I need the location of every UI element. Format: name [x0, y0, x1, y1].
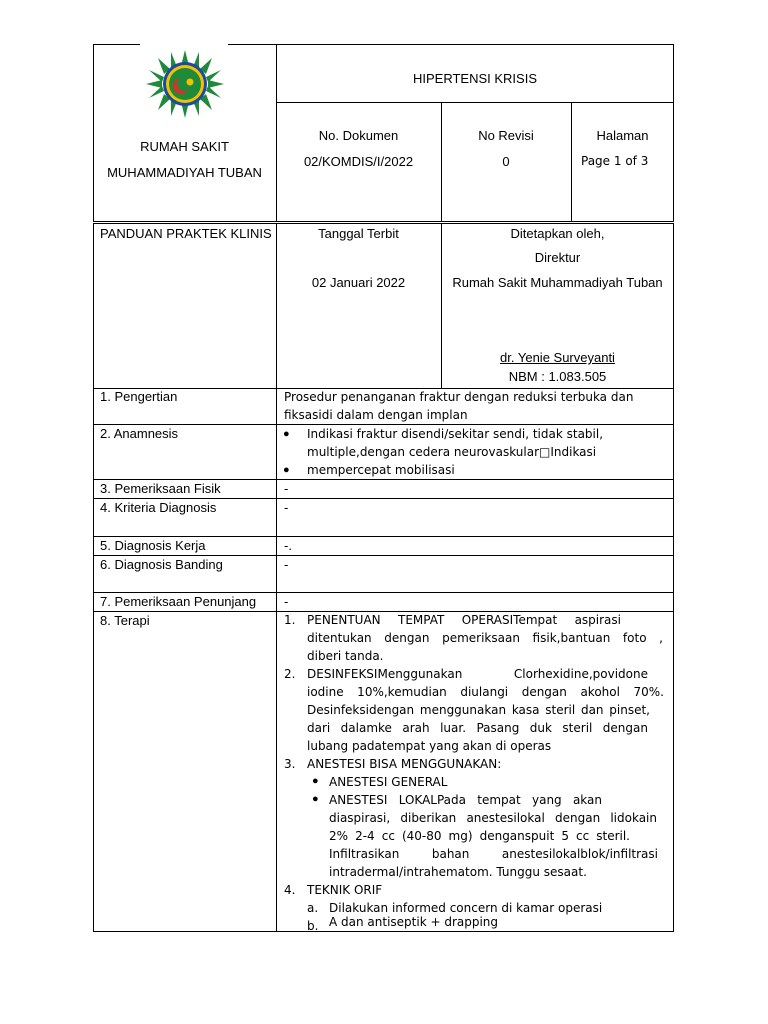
kerja-value: -.	[284, 538, 292, 553]
hospital-logo	[146, 50, 224, 118]
section-label-pengertian: 1. Pengertian	[100, 389, 178, 404]
step-number: 3.	[284, 757, 296, 771]
bullet-icon: ●	[312, 775, 319, 787]
approver-position: Direktur	[534, 250, 581, 265]
pengertian-text: Prosedur penanganan fraktur dengan reduksi terbuka dan	[284, 390, 634, 404]
hospital-name-line2: MUHAMMADIYAH TUBAN	[107, 165, 262, 180]
anamnesis-text: multiple,dengan cedera neurovaskular□Indikasi	[307, 445, 597, 459]
terapi-text: intradermal/intrahematom. Tunggu sesaat.	[329, 865, 587, 879]
issue-date-value: 02 Januari 2022	[311, 275, 406, 290]
bullet-icon: ●	[283, 464, 290, 476]
doc-number-label: No. Dokumen	[318, 128, 399, 143]
page-label: Halaman	[596, 128, 649, 143]
approved-by: Ditetapkan oleh,	[510, 226, 605, 241]
terapi-text: Dilakukan informed concern di kamar operasi	[329, 901, 603, 915]
terapi-text: DESINFEKSIMenggunakan Clorhexidine,povidone	[307, 667, 648, 681]
issue-date-label: Tanggal Terbit	[318, 226, 399, 241]
step-number: 4.	[284, 883, 296, 897]
banding-value: -	[284, 557, 289, 572]
page-value: Page 1 of 3	[581, 154, 649, 168]
terapi-text: ANESTESI BISA MENGGUNAKAN:	[307, 757, 502, 771]
terapi-text: ditentukan dengan pemeriksaan fisik,bantuan foto ,	[307, 631, 663, 645]
hospital-name-line1: RUMAH SAKIT	[140, 139, 229, 154]
section-label-penunjang: 7. Pemeriksaan Penunjang	[100, 594, 257, 609]
sub-step-marker: a.	[307, 901, 319, 915]
bullet-icon: ●	[312, 793, 319, 805]
anamnesis-text: Indikasi fraktur disendi/sekitar sendi, tidak stabil,	[307, 427, 604, 441]
terapi-text: dari dalamke arah luar. Pasang duk steril dengan	[307, 721, 648, 735]
terapi-text: PENENTUAN TEMPAT OPERASITempat aspirasi	[307, 613, 621, 627]
terapi-text: 2% 2-4 cc (40-80 mg) denganspuit 5 cc steril.	[329, 829, 630, 843]
pengertian-text: fiksasidi dalam dengan implan	[284, 408, 468, 422]
revision-value: 0	[502, 154, 510, 169]
doc-number-value: 02/KOMDIS/I/2022	[303, 154, 414, 169]
terapi-text: diberi tanda.	[307, 649, 384, 663]
section-label-banding: 6. Diagnosis Banding	[100, 557, 223, 572]
revision-label: No Revisi	[478, 128, 534, 143]
sub-step-marker: b.	[307, 919, 319, 933]
section-label-kriteria: 4. Kriteria Diagnosis	[100, 500, 217, 515]
terapi-text: iodine 10%,kemudian diulangi dengan akohol 70%.	[307, 685, 664, 699]
terapi-text: A dan antiseptik + drapping	[329, 915, 499, 929]
bullet-icon: ●	[283, 428, 290, 440]
kriteria-value: -	[284, 500, 289, 515]
section-label-terapi: 8. Terapi	[100, 613, 150, 628]
terapi-text: lubang padatempat yang akan di operas	[307, 739, 552, 753]
penunjang-value: -	[284, 594, 289, 609]
section-label-fisik: 3. Pemeriksaan Fisik	[100, 481, 221, 496]
section-label-anamnesis: 2. Anamnesis	[100, 426, 179, 441]
guide-label: PANDUAN PRAKTEK KLINIS	[100, 226, 272, 241]
section-label-kerja: 5. Diagnosis Kerja	[100, 538, 206, 553]
signer-nbm: NBM : 1.083.505	[508, 369, 607, 384]
step-number: 2.	[284, 667, 296, 681]
header-divider	[276, 102, 674, 103]
terapi-text: ANESTESI GENERAL	[329, 775, 448, 789]
terapi-text: TEKNIK ORIF	[307, 883, 383, 897]
column-divider	[276, 223, 277, 932]
fisik-value: -	[284, 481, 289, 496]
anamnesis-text: mempercepat mobilisasi	[307, 463, 455, 477]
document-title: HIPERTENSI KRISIS	[412, 71, 537, 86]
terapi-text: diaspirasi, diberikan anestesilokal dengan lidokain	[329, 811, 657, 825]
terapi-text: Infiltrasikan bahan anestesilokalblok/infiltrasi	[329, 847, 658, 861]
terapi-text: Desinfeksidengan menggunakan kasa steril dan pinset,	[307, 703, 650, 717]
terapi-text: ANESTESI LOKALPada tempat yang akan	[329, 793, 602, 807]
step-number: 1.	[284, 613, 296, 627]
signer-name: dr. Yenie Surveyanti	[500, 350, 615, 365]
approver-institution: Rumah Sakit Muhammadiyah Tuban	[452, 275, 663, 290]
header-divider	[571, 102, 572, 222]
